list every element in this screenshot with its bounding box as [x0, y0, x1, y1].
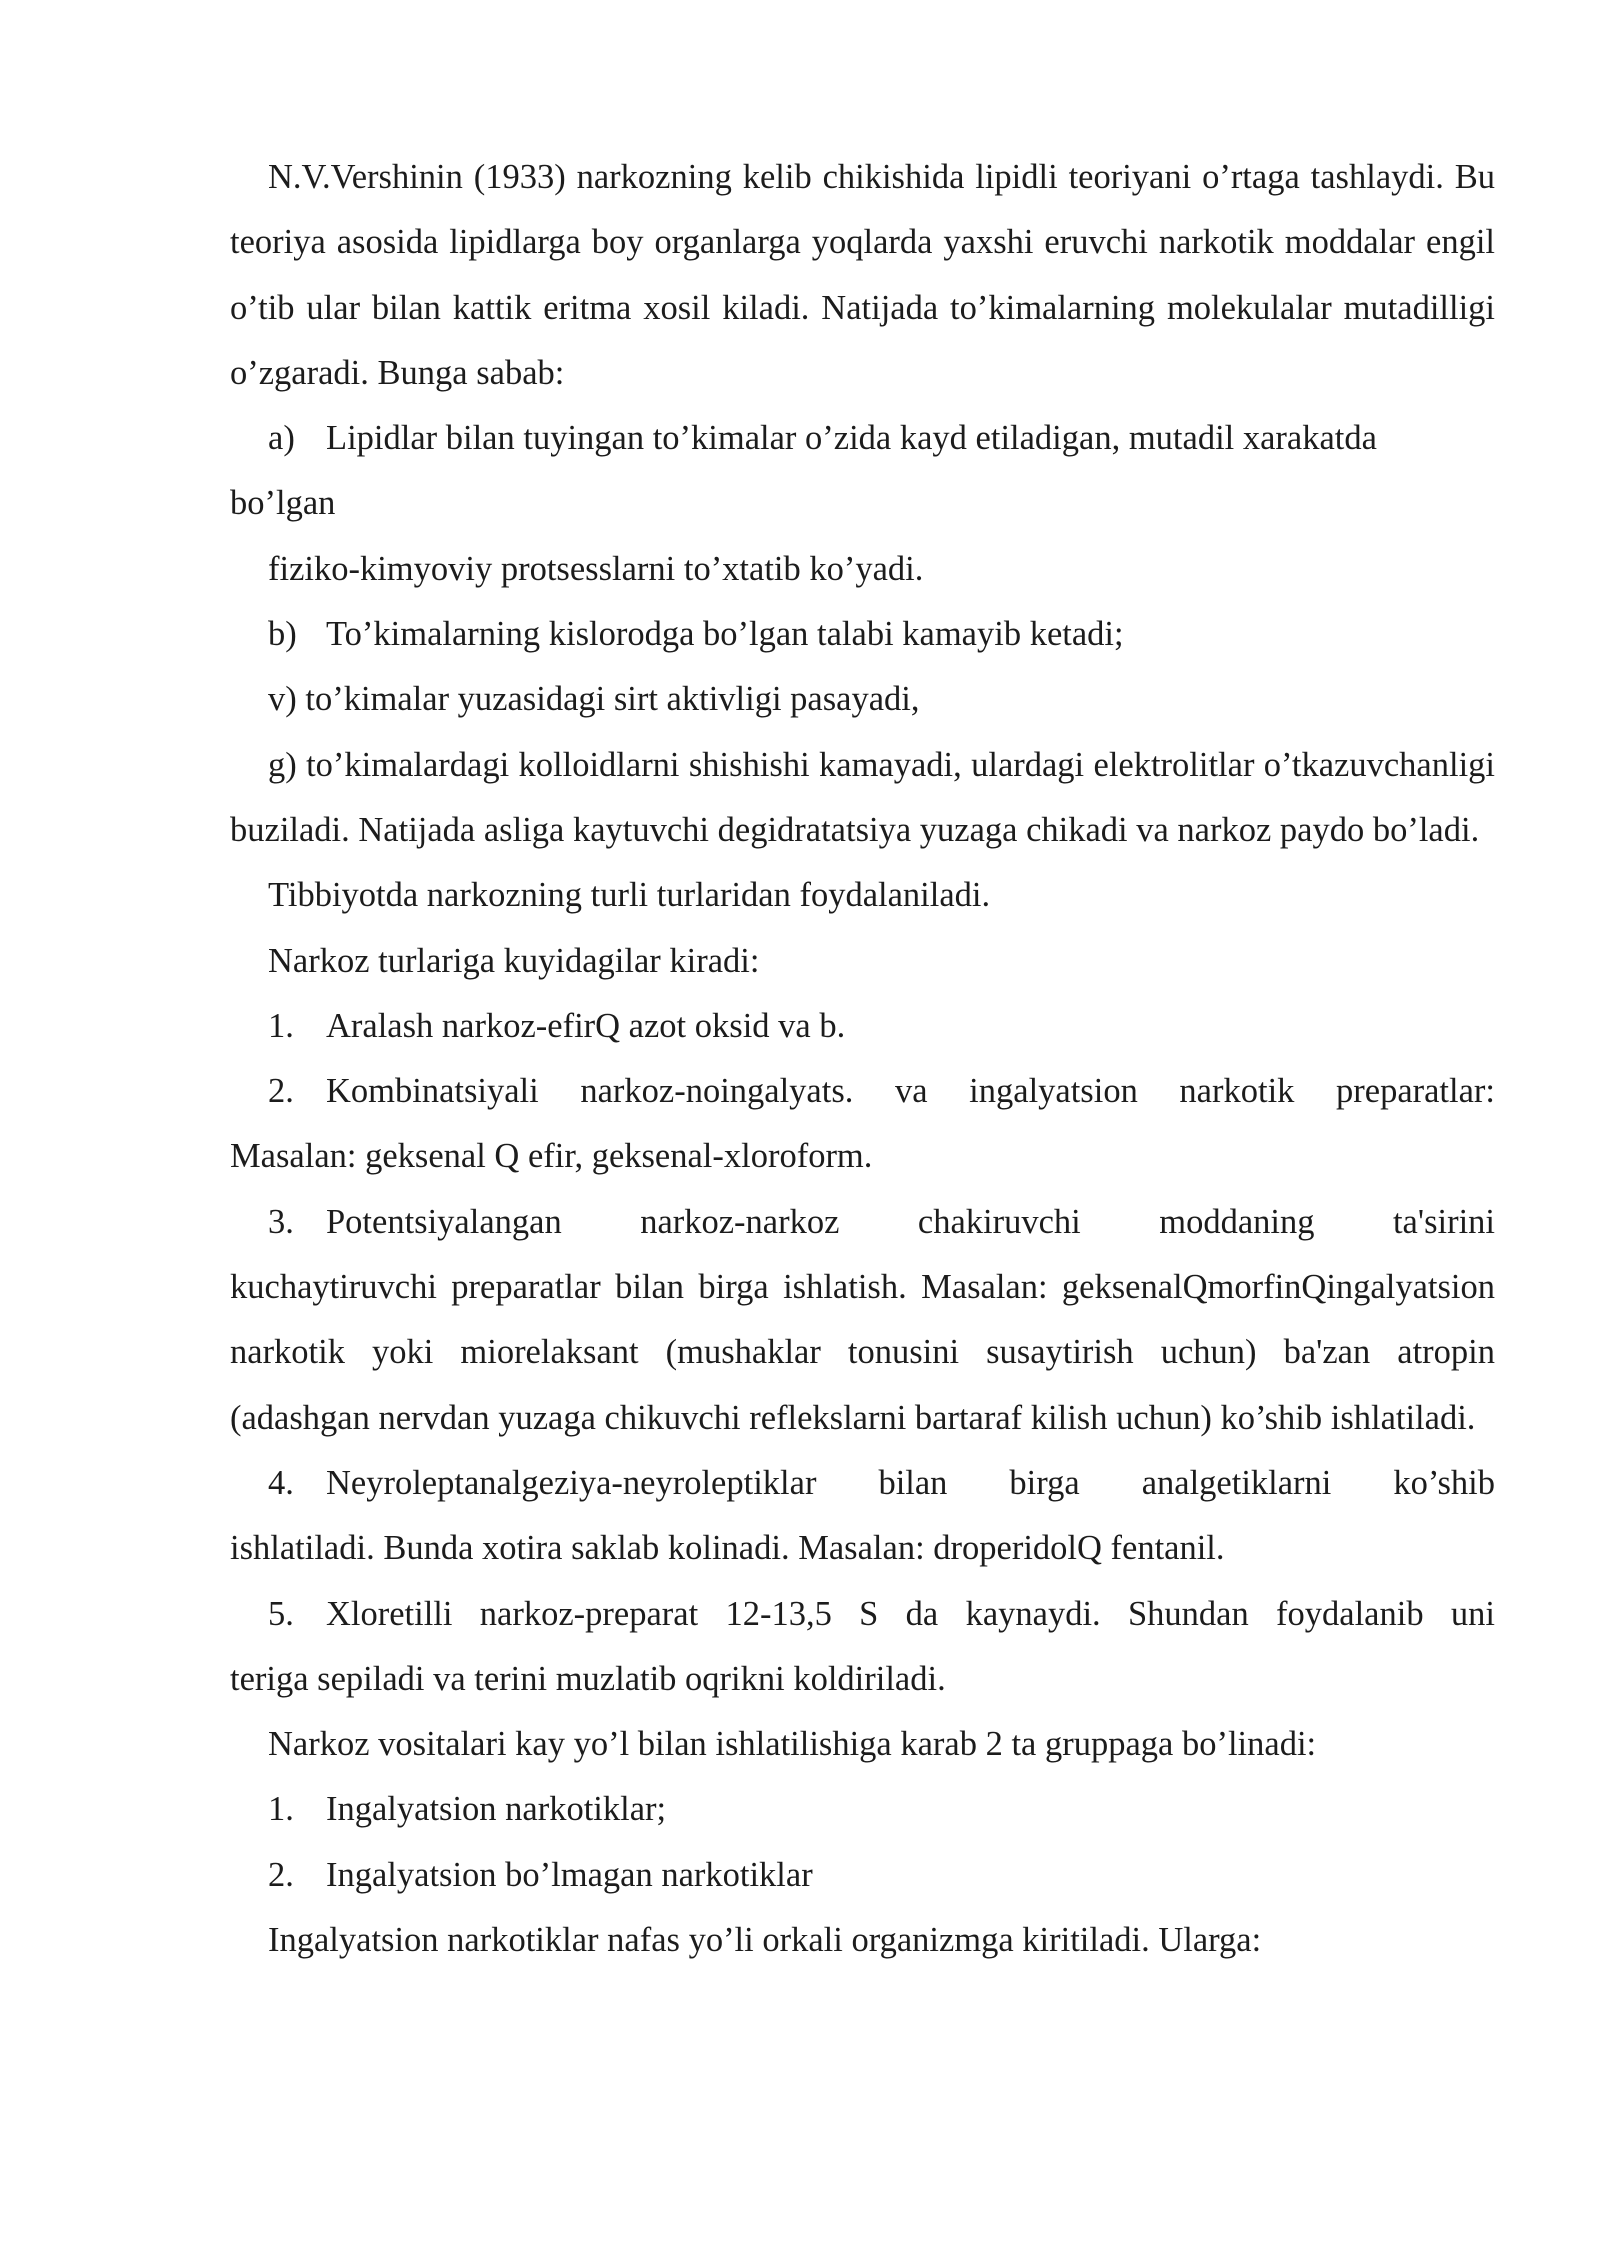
list-number-4: 4.	[268, 1463, 294, 1502]
list-item-5	[230, 1582, 1495, 1647]
list-text-4-continuation: ishlatiladi. Bunda xotira saklab kolinadi. Masalan: droperidolQ fentanil.	[230, 1529, 1225, 1568]
group-number-2: 2.	[268, 1855, 294, 1894]
list-text-5: Xloretilli narkoz-preparat 12-13,5 S da kaynaydi. Shundan foydalanib uni	[326, 1594, 1495, 1633]
list-text-b: To’kimalarning kislorodga bo’lgan talabi kamayib ketadi;	[326, 615, 1124, 654]
list-item-g: g) to’kimalardagi kolloidlarni shishishi kamayadi, ulardagi elektrolitlar o’tkazuvchanligi buziladi. Natijada asliga kaytuvchi degidratatsiya yuzaga chikadi va narkoz paydo bo’ladi.	[230, 745, 1495, 849]
list-text-a-continuation: bo’lgan	[230, 484, 336, 523]
list-number-3: 3.	[268, 1202, 294, 1241]
list-number-2: 2.	[268, 1072, 294, 1111]
paragraph-ingalyatsion: Ingalyatsion narkotiklar nafas yo’li orkali organizmga kiritiladi. Ularga:	[268, 1921, 1262, 1960]
group-text-1: Ingalyatsion narkotiklar;	[326, 1790, 667, 1829]
group-text-2: Ingalyatsion bo’lmagan narkotiklar	[326, 1855, 813, 1894]
list-item-b	[230, 602, 1495, 667]
list-text-a-continuation-2: fiziko-kimyoviy protsesslarni to’xtatib ko’yadi.	[268, 549, 924, 588]
list-text-4: Neyroleptanalgeziya-neyroleptiklar bilan birga analgetiklarni ko’shib	[326, 1463, 1495, 1502]
list-text-1: Aralash narkoz-efirQ azot oksid va b.	[326, 1006, 846, 1045]
list-text-a: Lipidlar bilan tuyingan to’kimalar o’zida kayd etiladigan, mutadil xarakatda	[326, 419, 1377, 458]
list-text-2: Kombinatsiyali narkoz-noingalyats. va ingalyatsion narkotik preparatlar:	[326, 1072, 1495, 1111]
paragraph-vershinin: N.V.Vershinin (1933) narkozning kelib chikishida lipidli teoriyani o’rtaga tashlaydi. Bu teoriya asosida lipidlarga boy organlarga yoqlarda yaxshi eruvchi narkotik moddalar engil o’tib ular bilan kattik eritma xosil kiladi. Natijada to’kimalarning molekulalar mutadilligi o’zgaradi. Bunga sabab:	[230, 158, 1495, 392]
list-item-2	[230, 1059, 1495, 1124]
list-item-3	[230, 1190, 1495, 1255]
group-item-1	[230, 1777, 1495, 1842]
list-text-3: Potentsiyalangan narkoz-narkoz chakiruvchi moddaning ta'sirini	[326, 1202, 1495, 1241]
list-marker-a: a)	[268, 419, 295, 458]
list-item-4	[230, 1451, 1495, 1516]
list-item-v: v) to’kimalar yuzasidagi sirt aktivligi pasayadi,	[268, 680, 920, 719]
group-number-1: 1.	[268, 1790, 294, 1829]
document-page	[230, 145, 1495, 1973]
list-item-1	[230, 994, 1495, 1059]
list-marker-b: b)	[268, 615, 297, 654]
list-text-3-continuation: kuchaytiruvchi preparatlar bilan birga ishlatish. Masalan: geksenalQmorfinQingalyatsion narkotik yoki miorelaksant (mushaklar tonusini susaytirish uchun) ba'zan atropin (adashgan nervdan yuzaga chikuvchi reflekslarni bartaraf kilish uchun) ko’shib ishlatiladi.	[230, 1268, 1495, 1437]
paragraph-vositalari: Narkoz vositalari kay yo’l bilan ishlatilishiga karab 2 ta gruppaga bo’linadi:	[268, 1725, 1317, 1764]
paragraph-turlari: Narkoz turlariga kuyidagilar kiradi:	[268, 941, 760, 980]
list-text-2-continuation: Masalan: geksenal Q efir, geksenal-xloroform.	[230, 1137, 873, 1176]
list-item-a	[230, 406, 1495, 471]
paragraph-tibbiyot: Tibbiyotda narkozning turli turlaridan foydalaniladi.	[268, 876, 991, 915]
list-number-1: 1.	[268, 1006, 294, 1045]
list-number-5: 5.	[268, 1594, 294, 1633]
list-text-5-continuation: teriga sepiladi va terini muzlatib oqrikni koldiriladi.	[230, 1659, 946, 1698]
group-item-2	[230, 1843, 1495, 1908]
